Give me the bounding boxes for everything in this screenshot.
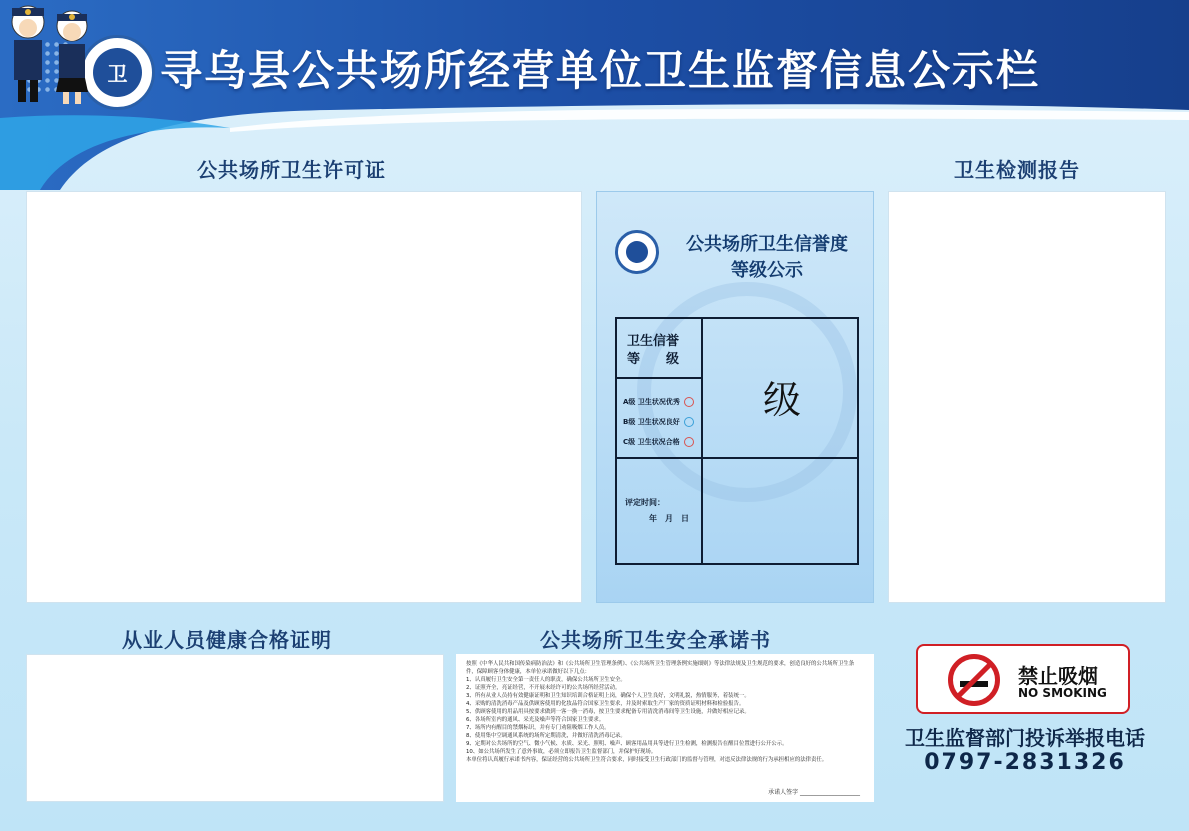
grade-label-line2: 等 级: [627, 352, 680, 367]
grade-table: [615, 317, 859, 565]
neutral-face-icon: [684, 437, 694, 447]
commitment-paragraph: 8、使用集中空调通风系统的场所定期清洗，并做好清洗消毒记录。: [466, 733, 626, 739]
commitment-paragraph: 9、定期对公共场所的空气、微小气候、水质、采光、照明、噪声、顾客用品用具等进行卫生检测，检测报告在醒目位置进行公开公示。: [466, 741, 788, 747]
commitment-paragraph: 7、场所内有醒目的禁烟标识，并有专门劝阻吸烟工作人员。: [466, 725, 610, 731]
rating-date-format: 年 月 日: [649, 514, 689, 523]
emblem-glyph: 卫: [107, 62, 128, 86]
grade-label: [627, 333, 679, 369]
commitment-document: [456, 654, 874, 802]
card-title-line2: 等级公示: [731, 260, 803, 281]
no-smoking-sign: [916, 644, 1130, 714]
commitment-paragraph: 4、采购的清洗消毒产品及供顾客使用的化妆品符合国家卫生要求，并及时索取生产厂家的资质证明材料和检验报告。: [466, 701, 745, 707]
grade-row-b: [623, 412, 694, 432]
no-smoking-icon: [948, 654, 1000, 706]
hotline-number: 0797-2831326: [924, 750, 1126, 775]
grade-legend: [623, 392, 694, 452]
license-panel: [26, 191, 582, 603]
commitment-section-title: 公共场所卫生安全承诺书: [540, 628, 771, 652]
grade-value: 级: [762, 378, 801, 422]
officers-illustration: [0, 0, 100, 105]
page-title: 寻乌县公共场所经营单位卫生监督信息公示栏: [160, 46, 1041, 95]
grade-row-b-label: B级 卫生状况良好: [623, 418, 680, 426]
no-smoking-en: NO SMOKING: [1018, 686, 1107, 700]
smiley-icon: [684, 397, 694, 407]
no-smoking-zh: 禁止吸烟: [1018, 664, 1098, 688]
commitment-paragraph: 5、供顾客使用的用品用具按要求做到一客一换一消毒，按卫生要求配备专用清洗消毒间等卫生设施，并做好相应记录。: [466, 709, 750, 715]
grade-row-c: [623, 432, 694, 452]
test-report-section-title: 卫生检测报告: [954, 158, 1080, 182]
commitment-paragraph: 10、如公共场所发生了意外事故，必须立即报告卫生监督部门，并保护好现场。: [466, 749, 657, 755]
commitment-paragraph: 1、认真履行卫生安全第一责任人的职责，确保公共场所卫生安全。: [466, 677, 626, 683]
health-cert-section-title: 从业人员健康合格证明: [122, 628, 332, 652]
commitment-paragraph: 3、所有从业人员持有效健康证明和卫生知识培训合格证明上岗，确保个人卫生良好，文明礼貌，热情服务，着装统一。: [466, 693, 750, 699]
test-report-panel: [888, 191, 1166, 603]
card-title-line1: 公共场所卫生信誉度: [686, 234, 848, 255]
commitment-paragraph: 按照《中华人民共和国传染病防治法》和《公共场所卫生管理条例》、《公共场所卫生管理条例实施细则》等法律法规及卫生规范的要求，创造良好的公共场所卫生条件，保障顾客身体健康，本单位承诺做好以下几点：: [466, 661, 855, 675]
commitment-paragraph: 2、证照齐全，亮证经营，不开展未经许可的公共场所经营活动。: [466, 685, 621, 691]
commitment-paragraph: 本单位将认真履行承诺书内容，保证经营的公共场所卫生符合要求，同时接受卫生行政部门的监督与管理，对违反法律法规的行为承担相应的法律责任。: [466, 757, 828, 763]
credit-rating-card: [596, 191, 874, 603]
rating-date: [625, 495, 689, 527]
grade-row-a-label: A级 卫生状况优秀: [623, 398, 680, 406]
hotline-label: 卫生监督部门投诉举报电话: [905, 726, 1145, 750]
commitment-paragraph: 6、各场所室内的通风、采光及噪声等符合国家卫生要求。: [466, 717, 605, 723]
signature-line: 承诺人签字 ____________________: [768, 789, 860, 796]
grade-row-a: [623, 392, 694, 412]
rating-date-label: 评定时间：: [625, 498, 665, 507]
card-title: [667, 232, 867, 284]
card-emblem-icon: [615, 230, 659, 274]
grade-row-c-label: C级 卫生状况合格: [623, 438, 680, 446]
smiley-icon: [684, 417, 694, 427]
health-cert-panel: [26, 654, 444, 802]
license-section-title: 公共场所卫生许可证: [197, 158, 386, 182]
grade-label-line1: 卫生信誉: [627, 334, 680, 349]
